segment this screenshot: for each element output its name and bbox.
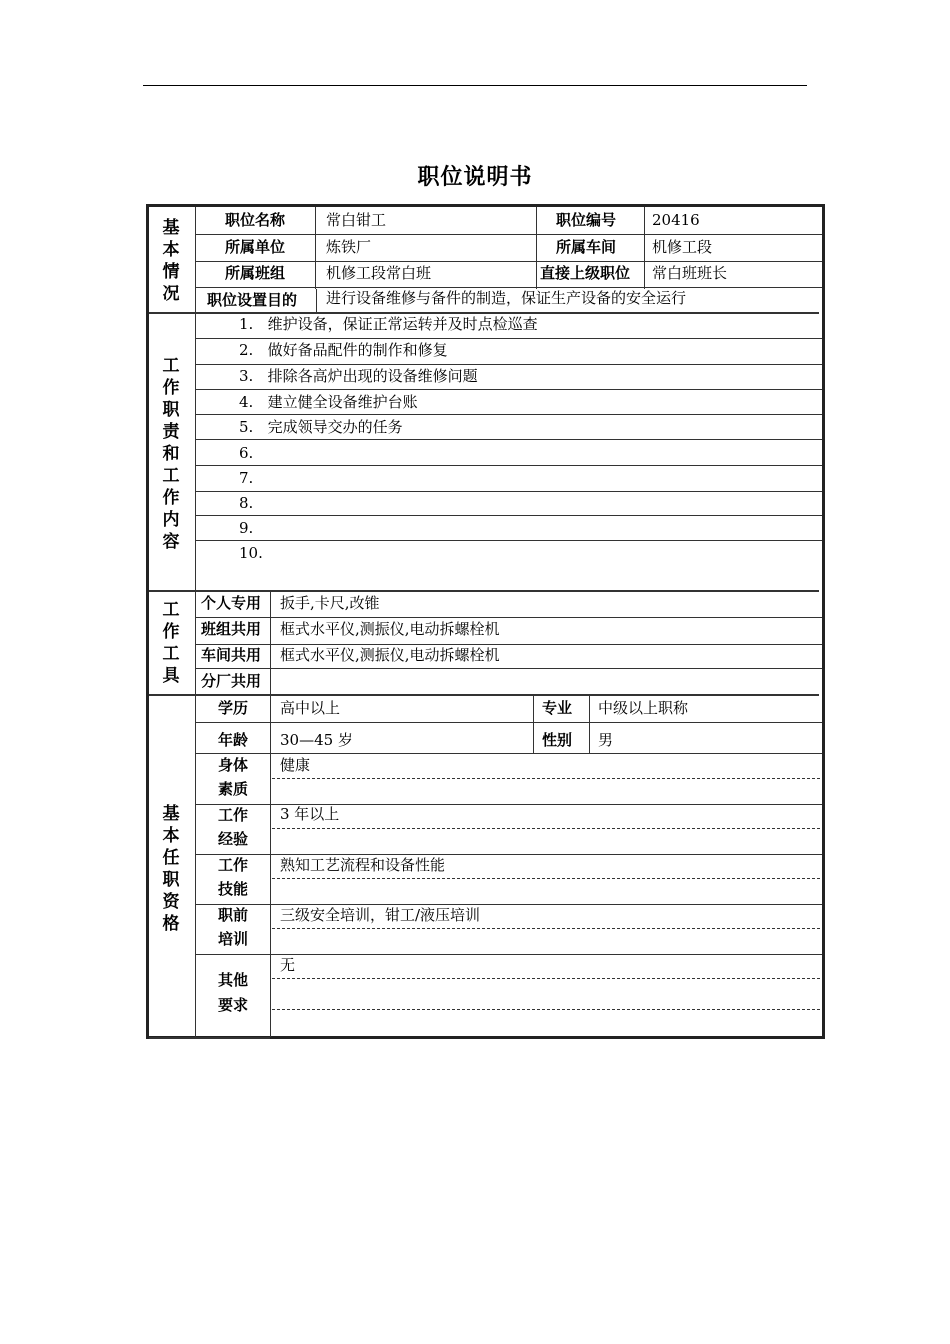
duty-item: 7. — [239, 469, 254, 487]
section-divider — [195, 207, 196, 1037]
duty-item: 9. — [239, 519, 254, 537]
section-tools-label: 工作工具 — [162, 600, 180, 686]
duty-item: 2. 做好备品配件的制作和修复 — [239, 341, 448, 359]
major-label: 专业 — [542, 699, 573, 717]
job-description-table — [146, 204, 825, 1039]
superior-value: 常白班班长 — [652, 264, 728, 282]
duty-item: 8. — [239, 494, 254, 512]
physical-label: 身体 — [218, 756, 249, 774]
experience-value: 3 年以上 — [280, 805, 340, 823]
tools-team-label: 班组共用 — [201, 620, 262, 638]
purpose-value: 进行设备维修与备件的制造，保证生产设备的安全运行 — [326, 289, 687, 307]
gender-value: 男 — [598, 731, 614, 749]
tools-workshop-value: 框式水平仪,测振仪,电动拆螺栓机 — [280, 646, 500, 664]
position-code-value: 20416 — [652, 211, 700, 229]
age-label: 年龄 — [218, 731, 249, 749]
superior-label: 直接上级职位 — [540, 264, 631, 282]
duty-item: 4. 建立健全设备维护台账 — [239, 393, 418, 411]
unit-label: 所属单位 — [225, 238, 286, 256]
training-label: 培训 — [218, 930, 249, 948]
duty-item: 6. — [239, 444, 254, 462]
duty-item: 3. 排除各高炉出现的设备维修问题 — [239, 367, 478, 385]
section-qualifications-label: 基本任职资格 — [162, 804, 180, 934]
training-value: 三级安全培训，钳工/液压培训 — [280, 906, 481, 924]
skills-label: 工作 — [218, 856, 249, 874]
major-value: 中级以上职称 — [598, 699, 689, 717]
tools-workshop-label: 车间共用 — [201, 646, 262, 664]
tools-personal-value: 扳手,卡尺,改锥 — [280, 594, 380, 612]
age-value: 30—45 岁 — [280, 731, 353, 749]
workshop-value: 机修工段 — [652, 238, 713, 256]
team-label: 所属班组 — [225, 264, 286, 282]
team-value: 机修工段常白班 — [326, 264, 432, 282]
header-rule — [143, 85, 807, 86]
tools-team-value: 框式水平仪,测振仪,电动拆螺栓机 — [280, 620, 500, 638]
other-value: 无 — [280, 956, 296, 974]
skills-value: 熟知工艺流程和设备性能 — [280, 856, 446, 874]
duty-item: 10. — [239, 544, 263, 562]
workshop-label: 所属车间 — [556, 238, 617, 256]
other-label: 要求 — [218, 996, 249, 1014]
skills-label: 技能 — [218, 880, 249, 898]
unit-value: 炼铁厂 — [326, 238, 372, 256]
physical-label: 素质 — [218, 780, 249, 798]
position-code-label: 职位编号 — [556, 211, 617, 229]
duty-item: 5. 完成领导交办的任务 — [239, 418, 403, 436]
section-duties-label: 工作职责和工作内容 — [162, 356, 180, 552]
tools-personal-label: 个人专用 — [201, 594, 262, 612]
education-value: 高中以上 — [280, 699, 341, 717]
duty-item: 1. 维护设备，保证正常运转并及时点检巡查 — [239, 315, 538, 333]
experience-label: 经验 — [218, 830, 249, 848]
experience-label: 工作 — [218, 806, 249, 824]
education-label: 学历 — [218, 699, 249, 717]
page-title: 职位说明书 — [417, 165, 533, 190]
physical-value: 健康 — [280, 756, 311, 774]
training-label: 职前 — [218, 906, 249, 924]
position-name-label: 职位名称 — [225, 211, 286, 229]
gender-label: 性别 — [542, 731, 573, 749]
position-name-value: 常白钳工 — [326, 211, 387, 229]
section-basic-label: 基本情况 — [162, 218, 180, 304]
purpose-label: 职位设置目的 — [207, 291, 298, 309]
tools-plant-label: 分厂共用 — [201, 672, 262, 690]
other-label: 其他 — [218, 971, 249, 989]
